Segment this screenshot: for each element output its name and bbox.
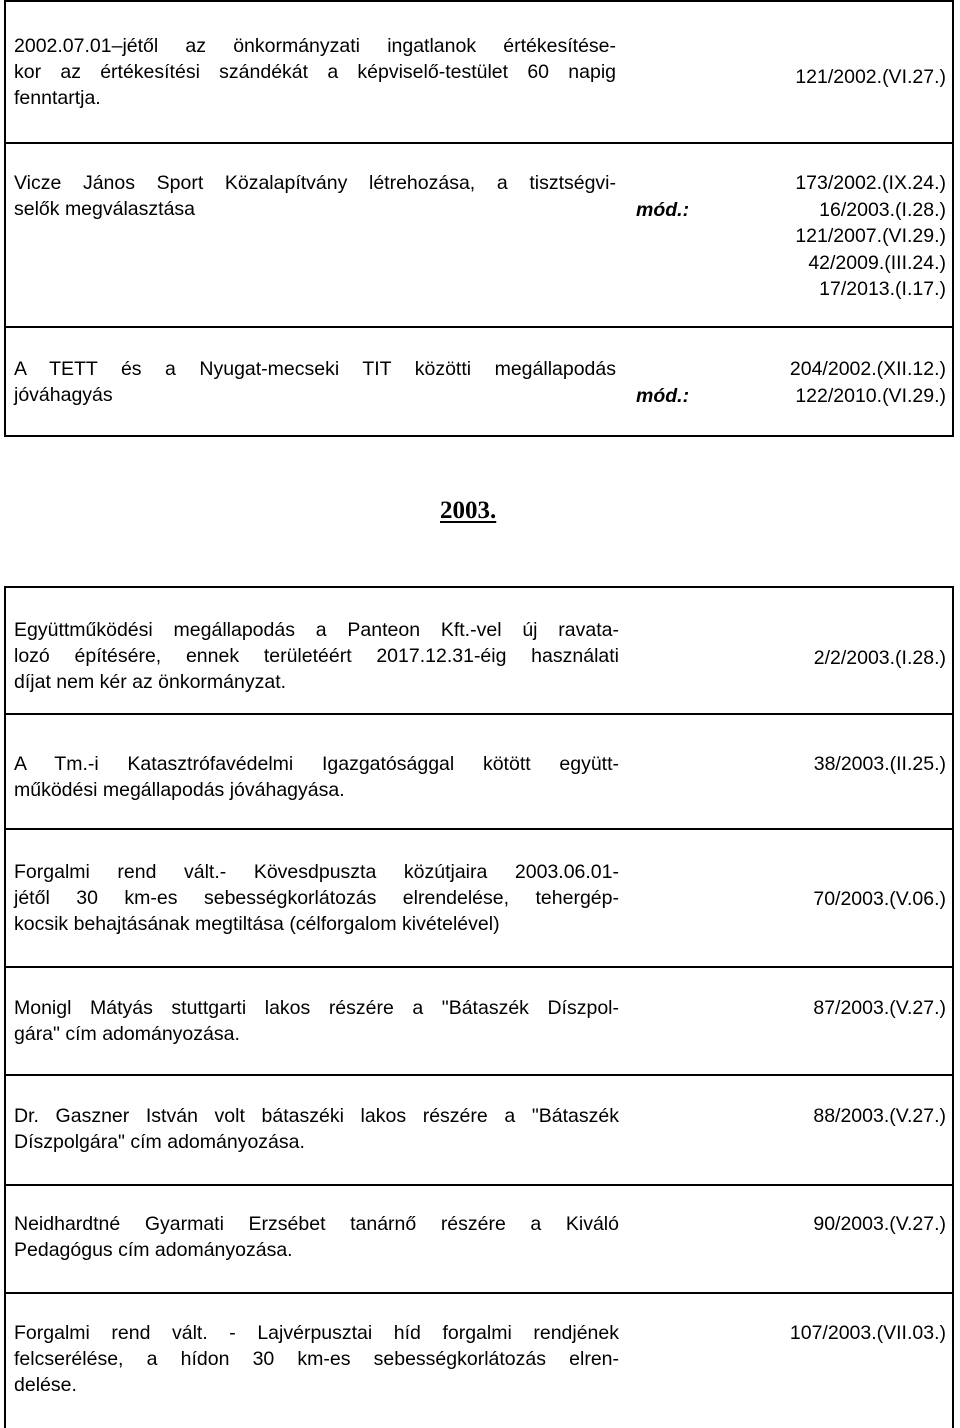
entry-description	[14, 859, 619, 937]
entry-line: díjat nem kér az önkormányzat.	[14, 671, 287, 693]
row-divider	[6, 326, 952, 328]
entry-description	[14, 33, 616, 111]
entry-line: Neidhardtné Gyarmati Erzsébet tanárnő részére a Kiváló	[14, 1213, 619, 1235]
resolution-ref: 173/2002.(IX.24.)	[795, 172, 946, 194]
modification-label: mód.:	[636, 199, 690, 221]
entry-line: működési megállapodás jóváhagyása.	[14, 779, 345, 801]
modification-label: mód.:	[636, 385, 690, 407]
entry-description	[14, 1320, 619, 1398]
entry-line: delése.	[14, 1374, 77, 1396]
row-divider	[6, 142, 952, 144]
entry-line: selők megválasztása	[14, 198, 196, 220]
entry-description	[14, 1103, 619, 1155]
entry-description	[14, 617, 619, 695]
entry-line: 2002.07.01–jétől az önkormányzati ingatlanok értékesítése-	[14, 35, 616, 57]
entry-line: jétől 30 km-es sebességkorlátozás elrendelése, tehergép-	[14, 887, 619, 909]
resolution-ref: 42/2009.(III.24.)	[808, 251, 946, 274]
entry-line: Díszpolgára" cím adományozása.	[14, 1131, 305, 1153]
resolution-number: 88/2003.(V.27.)	[813, 1105, 946, 1127]
resolution-numbers	[790, 356, 946, 409]
entry-line: felcserélése, a hídon 30 km-es sebességkorlátozás elren-	[14, 1348, 619, 1370]
row-divider	[6, 1184, 952, 1186]
resolution-number: 38/2003.(II.25.)	[813, 753, 946, 775]
entry-line: Forgalmi rend vált. - Lajvérpusztai híd forgalmi rendjének	[14, 1322, 619, 1344]
row-divider	[6, 828, 952, 830]
resolution-number: 2/2/2003.(I.28.)	[813, 647, 946, 669]
entry-line: gára" cím adományozása.	[14, 1023, 240, 1045]
resolution-numbers	[795, 170, 946, 303]
entry-line: A TETT és a Nyugat-mecseki TIT közötti megállapodás	[14, 358, 616, 380]
resolution-ref: 204/2002.(XII.12.)	[789, 358, 946, 380]
resolution-number	[795, 64, 946, 91]
entry-line: Dr. Gaszner István volt bátaszéki lakos részére a "Bátaszék	[14, 1105, 619, 1127]
resolution-ref: 121/2002.(VI.27.)	[795, 66, 946, 88]
resolution-number: 70/2003.(V.06.)	[813, 888, 946, 910]
resolution-ref: 16/2003.(I.28.)	[819, 198, 946, 221]
row-divider	[6, 966, 952, 968]
entry-line: kocsik behajtásának megtiltása (célforgalom kivételével)	[14, 913, 500, 935]
entry-line: fenntartja.	[14, 87, 101, 109]
entry-line: kor az értékesítési szándékát a képviselő-testület 60 napig	[14, 61, 616, 83]
row-divider	[6, 1074, 952, 1076]
entry-line: jóváhagyás	[14, 384, 113, 406]
row-divider	[6, 713, 952, 715]
entry-description	[14, 751, 619, 803]
resolution-ref: 122/2010.(VI.29.)	[795, 384, 946, 407]
entry-line: Forgalmi rend vált.- Kövesdpuszta közútjaira 2003.06.01-	[14, 861, 619, 883]
resolution-number: 107/2003.(VII.03.)	[789, 1322, 946, 1344]
year-heading: 2003.	[440, 497, 497, 524]
row-divider	[6, 1292, 952, 1294]
entry-description	[14, 356, 616, 408]
entry-line: Vicze János Sport Közalapítvány létrehozása, a tisztségvi-	[14, 172, 616, 194]
entry-line: A Tm.-i Katasztrófavédelmi Igazgatósággal kötött együtt-	[14, 753, 619, 775]
resolution-number: 87/2003.(V.27.)	[813, 997, 946, 1019]
resolution-ref: 121/2007.(VI.29.)	[795, 225, 946, 247]
entry-description	[14, 170, 616, 222]
entry-line: Együttműködési megállapodás a Panteon Kft.-vel új ravata-	[14, 619, 619, 641]
resolution-number: 90/2003.(V.27.)	[813, 1213, 946, 1235]
entry-line: Pedagógus cím adományozása.	[14, 1239, 293, 1261]
entries-table-2002	[4, 0, 954, 437]
entry-line: Monigl Mátyás stuttgarti lakos részére a "Bátaszék Díszpol-	[14, 997, 619, 1019]
resolution-ref: 17/2013.(I.17.)	[819, 278, 946, 300]
entry-description	[14, 995, 619, 1047]
entry-description	[14, 1211, 619, 1263]
entries-table-2003	[4, 586, 954, 1428]
entry-line: lozó építésére, ennek területéért 2017.12.31-éig használati	[14, 645, 619, 667]
